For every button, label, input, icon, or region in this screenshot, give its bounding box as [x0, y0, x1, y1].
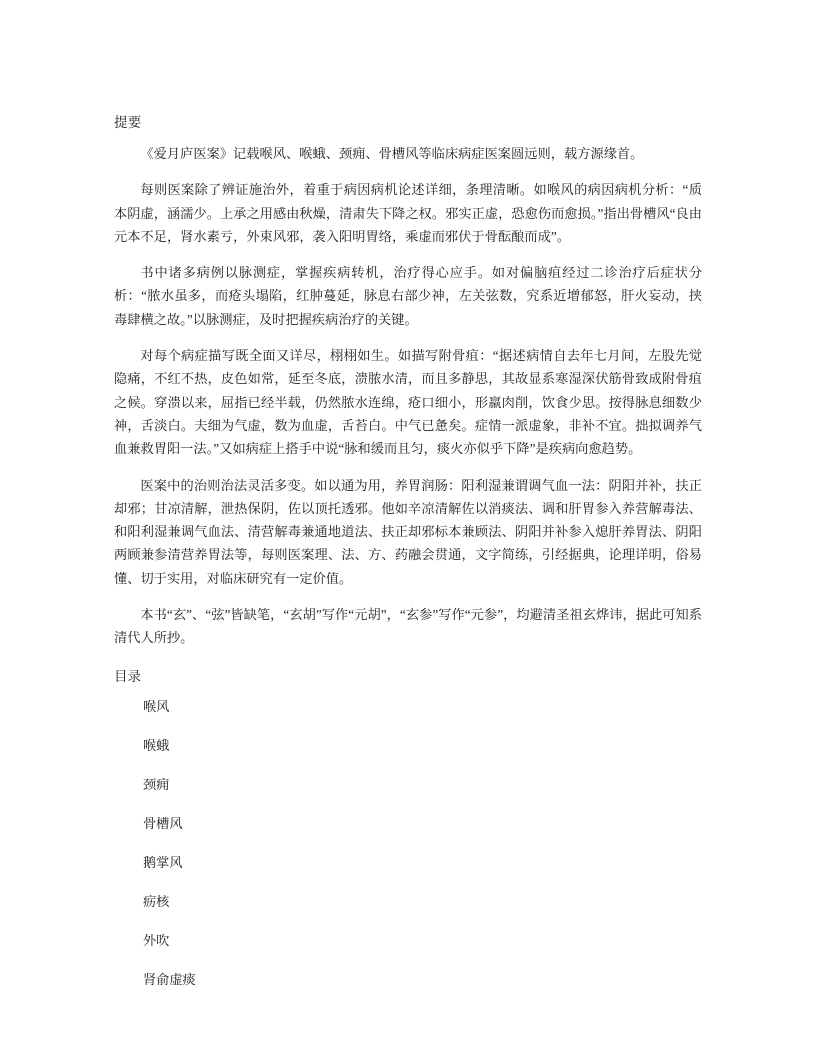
toc-item-guucaofeng[interactable]: 骨槽风 [143, 815, 183, 831]
abstract-paragraph-6: 本书“玄”、“弦”皆缺笔，“玄胡”写作“元胡”，“玄参”写作“元参”，均避清圣祖玄烨讳，据此可知系清代人所抄。 [114, 607, 702, 646]
toc-list [114, 697, 702, 990]
abstract-heading: 提要 [114, 115, 142, 130]
toc-item-houe[interactable]: 喉蛾 [143, 737, 170, 753]
abstract-paragraph-4: 对每个病症描写既全面又详尽，栩栩如生。如描写附骨疽：“据述病情自去年七月间，左股先觉隐痛，不红不热，皮色如常，延至冬底，溃脓水清，而且多静思，其故显系寒湿深伏筋骨致成附骨疽之候。穿溃以来，屈指已经半载，仍然脓水连绵，疮口细小，形羸肉削，饮食少思。按得脉息细数少神，舌淡白。夫细为气虚，数为血虚，舌苔白。中气已惫矣。症情一派虚象，非补不宜。拙拟调养气血兼救胃阳一法。”又如病症上搭手中说“脉和缓而且匀，痰火亦似乎下降”是疾病向愈趋势。 [114, 348, 702, 457]
toc-item-ezhangfeng[interactable]: 鹅掌风 [143, 854, 183, 870]
page-content [114, 112, 702, 990]
abstract-paragraph-2: 每则医案除了辨证施治外，着重于病因病机论述详细，条理清晰。如喉风的病因病机分析：“质本阴虚，涵濡少。上承之用感由秋燥，清肃失下降之权。邪实正虚，恐愈伤而愈损。”指出骨槽风“良由元本不足，肾水素亏，外束风邪，袭入阳明胃络，乘虚而邪伏于骨酝酿而成”。 [114, 182, 702, 244]
abstract-paragraph-3: 书中诸多病例以脉测症，掌握疾病转机，治疗得心应手。如对偏脑疽经过二诊治疗后症状分析：“脓水虽多，而疮头塌陷，红肿蔓延，脉息右部少神，左关弦数，究系近增郁怒，肝火妄动，挟毒肆横之故。”以脉测症，及时把握疾病治疗的关键。 [114, 265, 702, 327]
abstract-paragraph-5: 医案中的治则治法灵活多变。如以通为用，养胃润肠：阳利湿兼谓调气血一法：阴阳并补，扶正却邪；甘凉清解，泄热保阴，佐以顶托透邪。他如辛凉清解佐以消痰法、调和肝胃参入养营解毒法、和阳利湿兼调气血法、清营解毒兼通地道法、扶正却邪标本兼顾法、阴阳并补参入熄肝养胃法、阴阳两顾兼参清营养胃法等，每则医案理、法、方、药融会贯通，文字简练，引经据典，论理详明，俗易懂、切于实用，对临床研究有一定价值。 [114, 477, 702, 586]
toc-item-jingyong[interactable]: 颈痈 [143, 776, 170, 792]
toc-item-houfeng[interactable]: 喉风 [143, 698, 170, 714]
abstract-paragraph-1: 《爱月庐医案》记载喉风、喉蛾、颈痈、骨槽风等临床病症医案圆远则，载方源缘首。 [140, 146, 644, 161]
toc-item-waichui[interactable]: 外吹 [143, 932, 170, 948]
toc-item-shenshuxutan[interactable]: 肾俞虚痰 [143, 971, 196, 987]
toc-heading: 目录 [114, 668, 141, 684]
toc-item-lihe[interactable]: 疬核 [143, 893, 170, 909]
